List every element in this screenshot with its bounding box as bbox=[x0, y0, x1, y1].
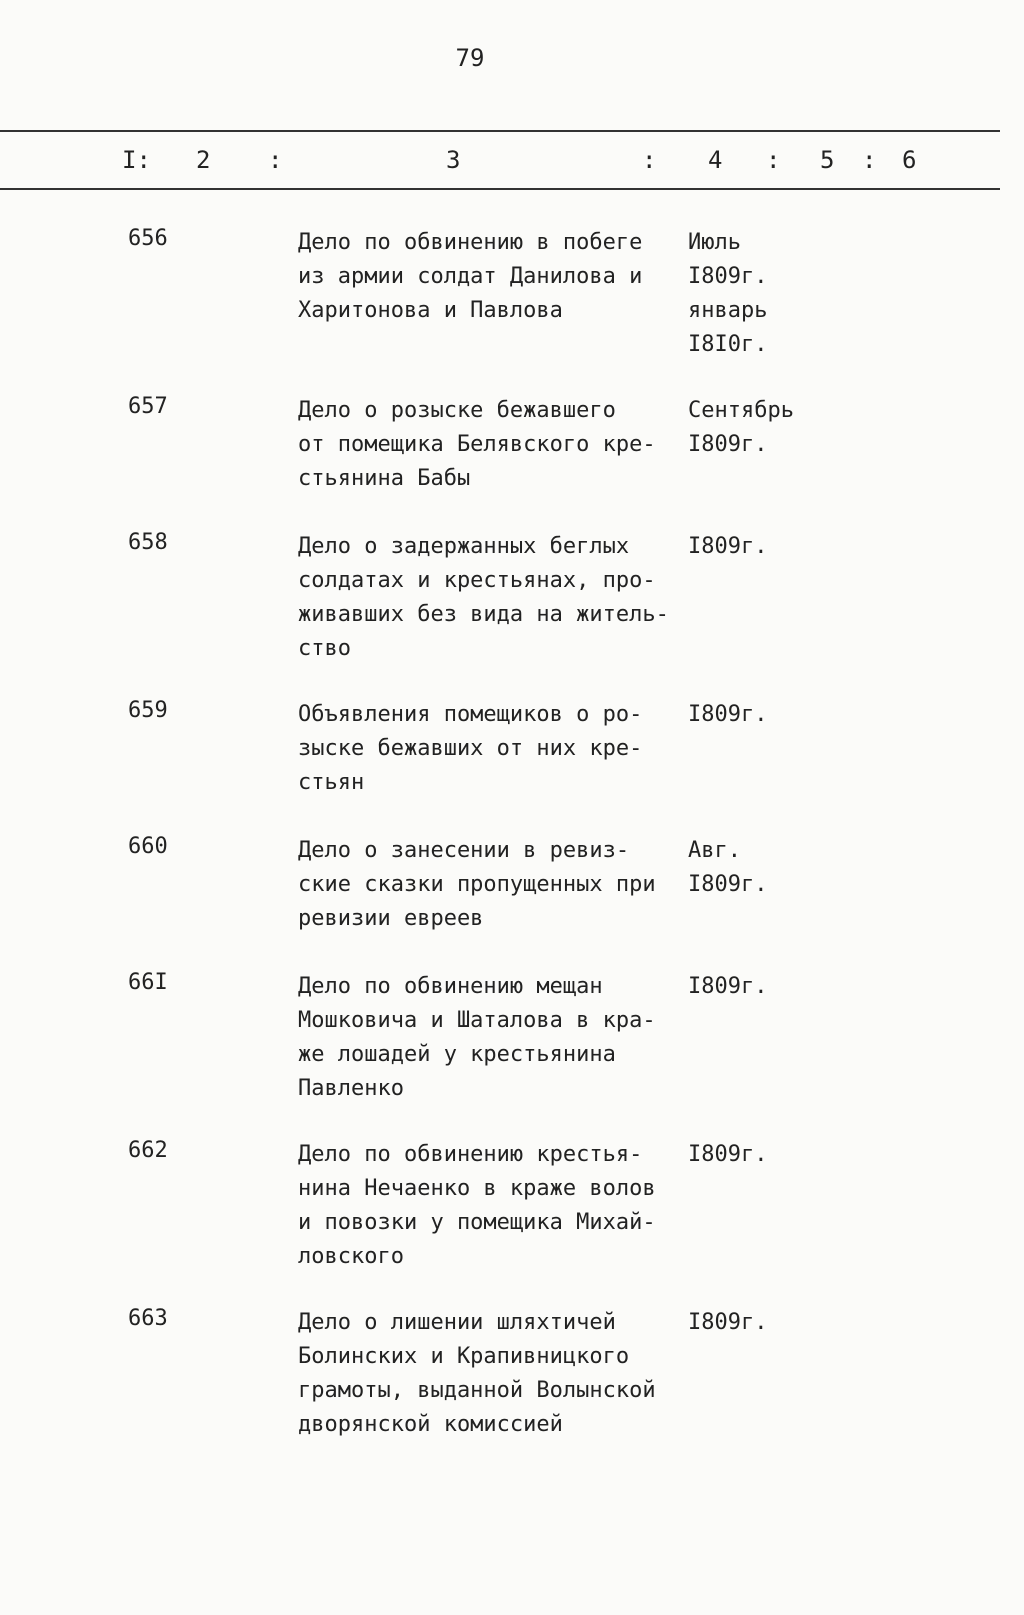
record-date bbox=[688, 530, 767, 564]
record-number: 658 bbox=[128, 530, 168, 555]
record-title-line: стьян bbox=[298, 770, 365, 795]
record-number: 66I bbox=[128, 970, 168, 995]
record-title-line: от помещика Белявского кре- bbox=[298, 432, 656, 457]
record-title-line: Дело о занесении в ревиз- bbox=[298, 838, 630, 863]
record-date bbox=[688, 834, 767, 902]
record-title-line: из армии солдат Данилова и bbox=[298, 264, 643, 289]
record-title-line: зыске бежавших от них кре- bbox=[298, 736, 643, 761]
record-number: 663 bbox=[128, 1306, 168, 1331]
record-title-line: Харитонова и Павлова bbox=[298, 298, 563, 323]
record-date-line: Сентябрь bbox=[688, 398, 794, 423]
record-date-line: I809г. bbox=[688, 534, 768, 559]
column-separator: : bbox=[642, 146, 657, 174]
record-number: 657 bbox=[128, 394, 168, 419]
record-title-line: Мошковича и Шаталова в кра- bbox=[298, 1008, 656, 1033]
record-title-line: грамоты, выданной Волынской bbox=[298, 1378, 656, 1403]
record-date-line: I809г. bbox=[688, 1310, 768, 1335]
column-header-row bbox=[0, 146, 1000, 176]
record-title-line: Дело по обвинению в побеге bbox=[298, 230, 643, 255]
record-number: 662 bbox=[128, 1138, 168, 1163]
record-title bbox=[298, 970, 656, 1106]
column-4-header: 4 bbox=[708, 146, 723, 174]
record-date-line: I809г. bbox=[688, 872, 768, 897]
record-date bbox=[688, 1306, 767, 1340]
record-title-line: Павленко bbox=[298, 1076, 404, 1101]
record-title bbox=[298, 530, 669, 666]
record-title-line: ловского bbox=[298, 1244, 404, 1269]
record-title bbox=[298, 1138, 656, 1274]
record-date bbox=[688, 1138, 767, 1172]
record-title bbox=[298, 1306, 656, 1442]
record-title bbox=[298, 698, 642, 800]
record-date-line: Авг. bbox=[688, 838, 741, 863]
record-title-line: Дело о задержанных беглых bbox=[298, 534, 630, 559]
column-separator: : bbox=[268, 146, 283, 174]
record-title-line: же лошадей у крестьянина bbox=[298, 1042, 616, 1067]
header-top-rule bbox=[0, 130, 1000, 132]
record-date-line: январь bbox=[688, 298, 768, 323]
record-title-line: живавших без вида на житель- bbox=[298, 602, 669, 627]
record-title-line: ские сказки пропущенных при bbox=[298, 872, 656, 897]
record-date-line: I809г. bbox=[688, 974, 768, 999]
record-date-line: I809г. bbox=[688, 702, 768, 727]
column-5-header: 5 bbox=[820, 146, 835, 174]
column-2-header: 2 bbox=[196, 146, 211, 174]
record-number: 660 bbox=[128, 834, 168, 859]
record-title-line: стьянина Бабы bbox=[298, 466, 471, 491]
column-separator: : bbox=[862, 146, 877, 174]
record-date bbox=[688, 698, 767, 732]
record-date-line: Июль bbox=[688, 230, 741, 255]
record-date bbox=[688, 970, 767, 1004]
record-date bbox=[688, 394, 794, 462]
record-title-line: Дело по обвинению мещан bbox=[298, 974, 603, 999]
record-title-line: Болинских и Крапивницкого bbox=[298, 1344, 630, 1369]
record-date-line: I809г. bbox=[688, 264, 768, 289]
column-1-header: I: bbox=[122, 146, 151, 174]
record-title bbox=[298, 226, 642, 328]
record-title-line: Дело о розыске бежавшего bbox=[298, 398, 616, 423]
record-title-line: дворянской комиссией bbox=[298, 1412, 563, 1437]
record-title-line: ство bbox=[298, 636, 351, 661]
page-number: 79 bbox=[455, 44, 485, 72]
record-title-line: нина Нечаенко в краже волов bbox=[298, 1176, 656, 1201]
record-number: 659 bbox=[128, 698, 168, 723]
record-title bbox=[298, 834, 656, 936]
column-6-header: 6 bbox=[902, 146, 917, 174]
column-separator: : bbox=[766, 146, 781, 174]
header-bottom-rule bbox=[0, 188, 1000, 190]
record-title-line: Дело о лишении шляхтичей bbox=[298, 1310, 616, 1335]
record-title-line: Дело по обвинению крестья- bbox=[298, 1142, 643, 1167]
column-3-header: 3 bbox=[446, 146, 461, 174]
record-number: 656 bbox=[128, 226, 168, 251]
record-date-line: I809г. bbox=[688, 432, 768, 457]
record-title-line: ревизии евреев bbox=[298, 906, 484, 931]
record-title-line: и повозки у помещика Михай- bbox=[298, 1210, 656, 1235]
record-date bbox=[688, 226, 767, 362]
record-title-line: Объявления помещиков о ро- bbox=[298, 702, 643, 727]
record-date-line: I8I0г. bbox=[688, 332, 768, 357]
record-title-line: солдатах и крестьянах, про- bbox=[298, 568, 656, 593]
record-date-line: I809г. bbox=[688, 1142, 768, 1167]
record-title bbox=[298, 394, 656, 496]
